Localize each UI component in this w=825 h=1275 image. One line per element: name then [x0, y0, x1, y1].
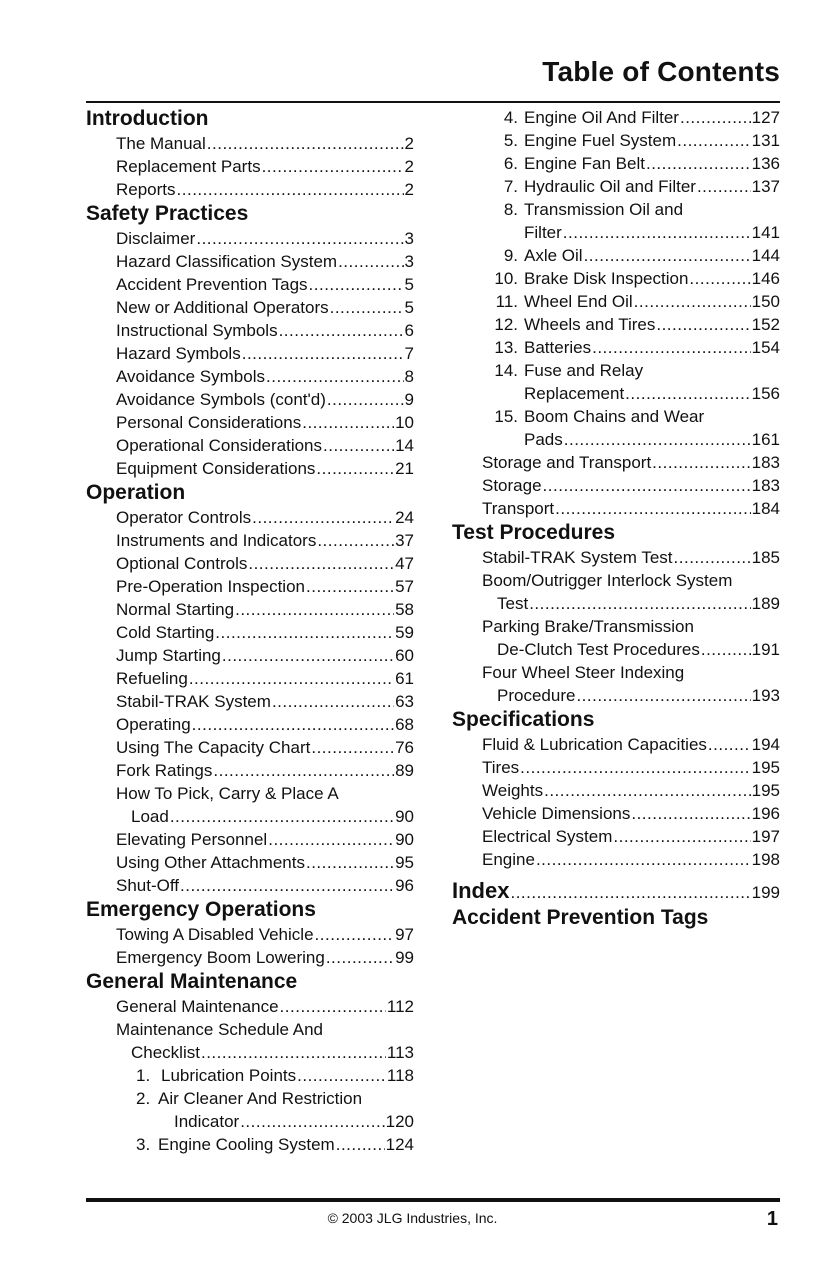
toc-entry[interactable]: Instructional Symbols ..... 6 — [116, 319, 414, 342]
toc-entry[interactable]: Engine ..... 198 — [482, 848, 780, 871]
toc-entry[interactable]: Operator Controls ..... 24 — [116, 506, 414, 529]
toc-entry[interactable]: Reports ..... 2 — [116, 178, 414, 201]
toc-entry[interactable]: Accident Prevention Tags ..... 5 — [116, 273, 414, 296]
toc-entry-line[interactable]: Maintenance Schedule And — [116, 1020, 323, 1039]
toc-numbered-entry[interactable]: 2. Air Cleaner And Restriction — [136, 1089, 363, 1108]
maintenance-list — [86, 995, 414, 1156]
toc-numbered-entry[interactable]: 6. Engine Fan Belt ..... 136 — [452, 152, 780, 175]
toc-entry[interactable]: Storage and Transport ..... 183 — [482, 451, 780, 474]
toc-entry[interactable]: Tires ..... 195 — [482, 756, 780, 779]
toc-entry[interactable]: Weights ..... 195 — [482, 779, 780, 802]
toc-numbered-entry[interactable]: 12. Wheels and Tires ..... 152 — [452, 313, 780, 336]
section-heading-maintenance[interactable]: General Maintenance — [86, 970, 298, 993]
toc-entry[interactable]: New or Additional Operators ..... 5 — [116, 296, 414, 319]
toc-entry-line[interactable]: Parking Brake/Transmission — [482, 617, 694, 636]
toc-numbered-entry[interactable]: 15. Boom Chains and Wear — [494, 407, 705, 426]
section-heading-emergency[interactable]: Emergency Operations — [86, 898, 316, 921]
toc-entry-line[interactable]: How To Pick, Carry & Place A — [116, 784, 339, 803]
section-heading-specifications[interactable]: Specifications — [452, 708, 595, 731]
toc-entry[interactable]: Test ..... 189 — [482, 592, 780, 615]
toc-entry[interactable]: Electrical System ..... 197 — [482, 825, 780, 848]
toc-numbered-entry[interactable]: 14. Fuse and Relay — [494, 361, 644, 380]
page-number: 1 — [766, 1208, 778, 1230]
toc-numbered-entry[interactable]: 3. Engine Cooling System ..... 124 — [116, 1133, 414, 1156]
toc-entry-line[interactable]: Four Wheel Steer Indexing — [482, 663, 685, 682]
toc-entry[interactable]: Operational Considerations ..... 14 — [116, 434, 414, 457]
toc-entry[interactable]: Pre-Operation Inspection ..... 57 — [116, 575, 414, 598]
toc-entry[interactable]: Optional Controls ..... 47 — [116, 552, 414, 575]
toc-entry[interactable]: Filter ..... 141 — [452, 221, 780, 244]
operation-list — [86, 506, 414, 897]
toc-entry[interactable]: Transport ..... 184 — [482, 497, 780, 520]
test-list — [452, 546, 780, 707]
toc-entry[interactable]: Normal Starting ..... 58 — [116, 598, 414, 621]
copyright-text: © 2003 JLG Industries, Inc. — [327, 1210, 498, 1226]
toc-entry[interactable]: Using The Capacity Chart ..... 76 — [116, 736, 414, 759]
emergency-list — [86, 923, 414, 969]
bottom-rule — [86, 1198, 780, 1202]
intro-list — [86, 132, 414, 201]
toc-entry[interactable]: Stabil-TRAK System Test ..... 185 — [482, 546, 780, 569]
toc-numbered-entry[interactable]: 5. Engine Fuel System ..... 131 — [452, 129, 780, 152]
toc-entry[interactable]: The Manual ..... 2 — [116, 132, 414, 155]
toc-entry[interactable]: Operating ..... 68 — [116, 713, 414, 736]
toc-entry[interactable]: Shut-Off ..... 96 — [116, 874, 414, 897]
storage-list — [452, 451, 780, 520]
toc-entry-line[interactable]: Boom/Outrigger Interlock System — [482, 571, 733, 590]
toc-entry[interactable]: Emergency Boom Lowering ..... 99 — [116, 946, 414, 969]
toc-entry[interactable]: Disclaimer ..... 3 — [116, 227, 414, 250]
toc-entry[interactable]: Avoidance Symbols (cont'd) ..... 9 — [116, 388, 414, 411]
top-rule — [86, 101, 780, 103]
toc-entry[interactable]: Indicator ..... 120 — [116, 1110, 414, 1133]
toc-numbered-entry[interactable]: 7. Hydraulic Oil and Filter ..... 137 — [452, 175, 780, 198]
safety-list — [86, 227, 414, 480]
toc-entry[interactable]: Procedure ..... 193 — [482, 684, 780, 707]
toc-entry[interactable]: De-Clutch Test Procedures ..... 191 — [482, 638, 780, 661]
toc-entry[interactable]: Vehicle Dimensions ..... 196 — [482, 802, 780, 825]
section-heading-operation[interactable]: Operation — [86, 481, 186, 504]
toc-numbered-entry[interactable]: 10. Brake Disk Inspection ..... 146 — [452, 267, 780, 290]
toc-entry[interactable]: Jump Starting ..... 60 — [116, 644, 414, 667]
toc-entry[interactable]: Towing A Disabled Vehicle ..... 97 — [116, 923, 414, 946]
toc-entry[interactable]: Fluid & Lubrication Capacities ..... 194 — [482, 733, 780, 756]
page-title: Table of Contents — [542, 56, 780, 87]
toc-entry[interactable]: Replacement Parts ..... 2 — [116, 155, 414, 178]
toc-entry[interactable]: Avoidance Symbols ..... 8 — [116, 365, 414, 388]
toc-entry[interactable]: Elevating Personnel ..... 90 — [116, 828, 414, 851]
toc-entry[interactable]: Equipment Considerations ..... 21 — [116, 457, 414, 480]
section-heading-safety[interactable]: Safety Practices — [86, 202, 249, 225]
toc-index-entry[interactable]: Index ..... 199 — [452, 877, 780, 905]
section-heading-introduction[interactable]: Introduction — [86, 107, 209, 130]
toc-entry[interactable]: Hazard Symbols ..... 7 — [116, 342, 414, 365]
toc-numbered-entry[interactable]: 1. Lubrication Points ..... 118 — [116, 1064, 414, 1087]
toc-entry[interactable]: Using Other Attachments ..... 95 — [116, 851, 414, 874]
toc-entry[interactable]: Pads ..... 161 — [452, 428, 780, 451]
toc-entry[interactable]: Replacement ..... 156 — [452, 382, 780, 405]
toc-numbered-entry[interactable]: 9. Axle Oil ..... 144 — [452, 244, 780, 267]
maintenance-continued-list — [452, 106, 780, 451]
toc-left-column — [86, 106, 414, 1156]
toc-entry[interactable]: Storage ..... 183 — [482, 474, 780, 497]
toc-entry[interactable]: Checklist ..... 113 — [116, 1041, 414, 1064]
specs-list — [452, 733, 780, 871]
section-heading-test-procedures[interactable]: Test Procedures — [452, 521, 616, 544]
toc-numbered-entry[interactable]: 13. Batteries ..... 154 — [452, 336, 780, 359]
toc-entry[interactable]: Stabil-TRAK System ..... 63 — [116, 690, 414, 713]
toc-entry[interactable]: General Maintenance ..... 112 — [116, 995, 414, 1018]
toc-numbered-entry[interactable]: 4. Engine Oil And Filter ..... 127 — [452, 106, 780, 129]
toc-numbered-entry[interactable]: 11. Wheel End Oil ..... 150 — [452, 290, 780, 313]
section-heading-accident-tags[interactable]: Accident Prevention Tags — [452, 906, 709, 929]
toc-entry[interactable]: Hazard Classification System ..... 3 — [116, 250, 414, 273]
toc-right-column — [452, 106, 780, 931]
toc-entry[interactable]: Load ..... 90 — [116, 805, 414, 828]
toc-entry[interactable]: Instruments and Indicators ..... 37 — [116, 529, 414, 552]
toc-entry[interactable]: Cold Starting ..... 59 — [116, 621, 414, 644]
toc-entry[interactable]: Fork Ratings ..... 89 — [116, 759, 414, 782]
toc-numbered-entry[interactable]: 8. Transmission Oil and — [503, 200, 684, 219]
toc-entry[interactable]: Personal Considerations ..... 10 — [116, 411, 414, 434]
toc-entry[interactable]: Refueling ..... 61 — [116, 667, 414, 690]
